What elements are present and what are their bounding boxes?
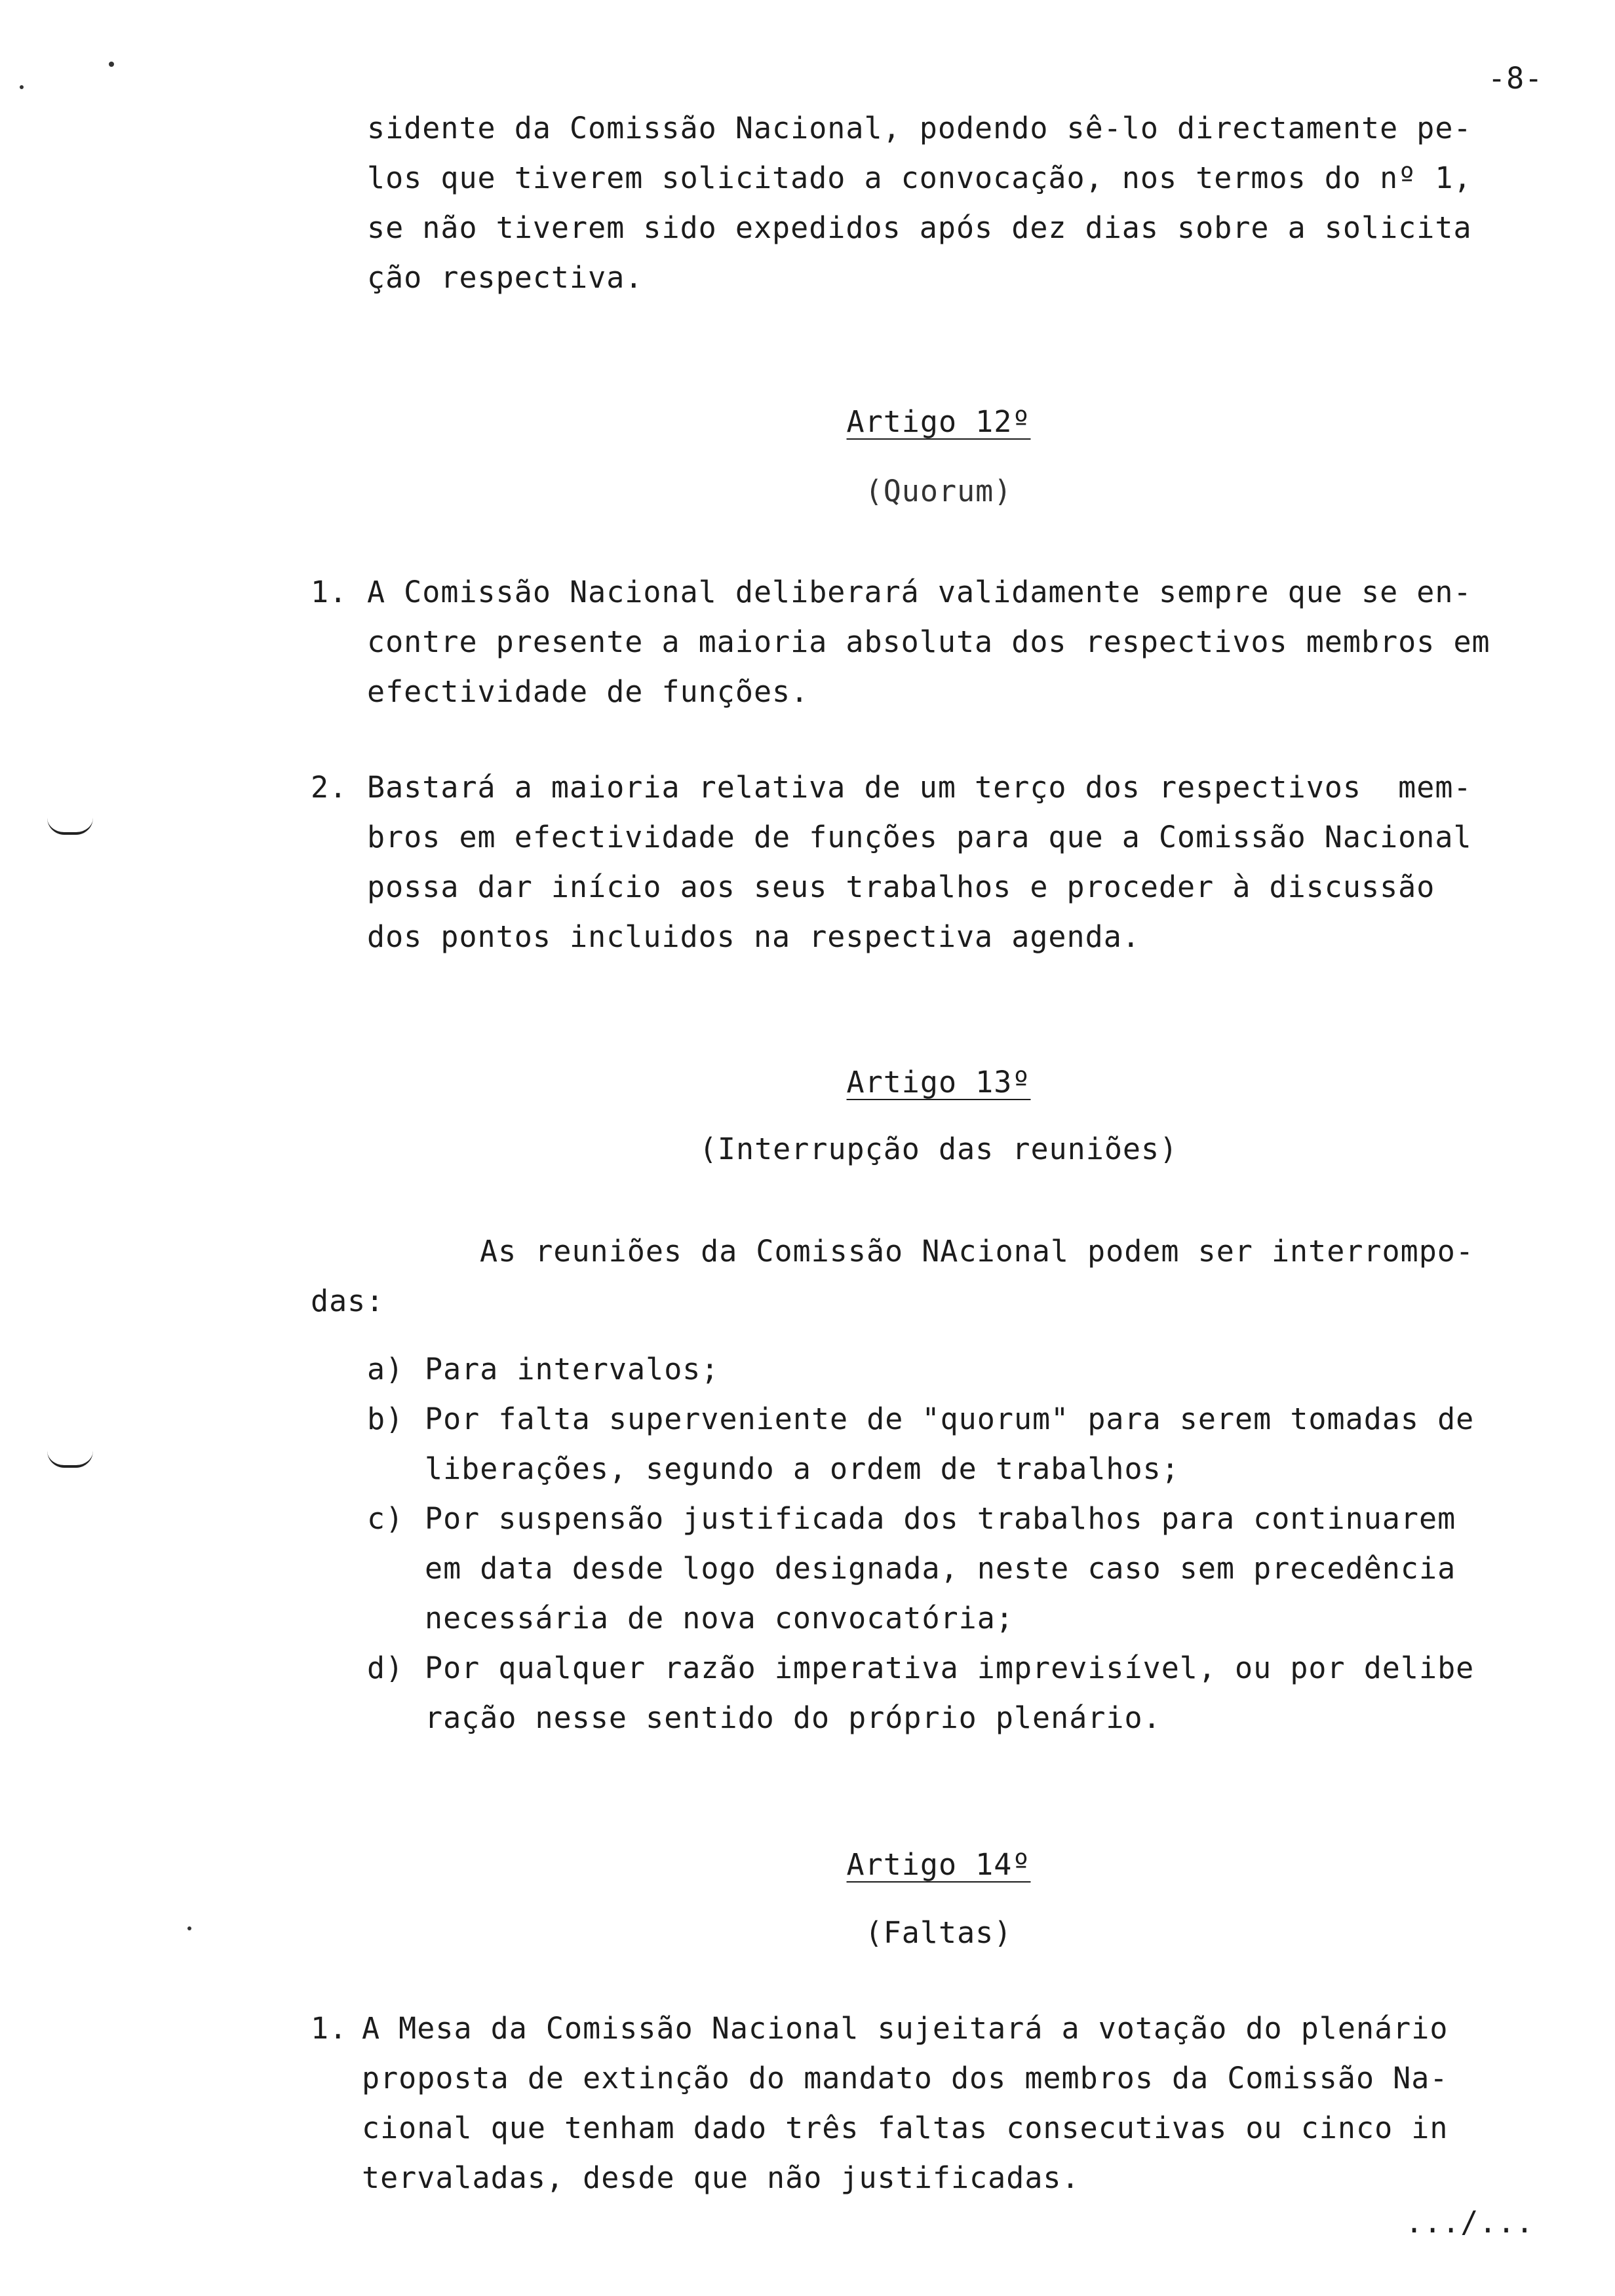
list-letter: d) — [367, 1651, 404, 1685]
hole-punch-mark — [47, 1451, 93, 1468]
list-item-line: ração nesse sentido do próprio plenário. — [425, 1700, 1161, 1735]
continuation-line: sidente da Comissão Nacional, podendo sê-lo directamente pe- — [367, 111, 1472, 145]
paragraph-line: tervaladas, desde que não justificadas. — [362, 2160, 1080, 2195]
paragraph-line: A Comissão Nacional deliberará validamente sempre que se en- — [367, 575, 1472, 609]
paragraph-line: A Mesa da Comissão Nacional sujeitará a votação do plenário — [362, 2011, 1449, 2046]
list-letter: a) — [367, 1352, 404, 1387]
article-14-subtitle: (Faltas) — [865, 1915, 1013, 1950]
list-item-line: Para intervalos; — [425, 1352, 720, 1387]
continuation-line: los que tiverem solicitado a convocação, nos termos do nº 1, — [367, 161, 1472, 195]
page-number: -8- — [1488, 61, 1544, 96]
paragraph-line: dos pontos incluidos na respectiva agenda. — [367, 919, 1140, 954]
item-number: 1. — [311, 2011, 348, 2046]
list-item-line: Por suspensão justificada dos trabalhos para continuarem — [425, 1501, 1456, 1536]
list-letter: b) — [367, 1402, 404, 1436]
margin-dot — [20, 85, 24, 89]
list-item-line: Por qualquer razão imperativa imprevisível, ou por delibe — [425, 1651, 1475, 1685]
article-12-subtitle: (Quorum) — [865, 474, 1013, 508]
margin-dot — [109, 62, 114, 67]
paragraph-line: das: — [311, 1284, 385, 1318]
hole-punch-mark — [47, 818, 93, 835]
paragraph-line: efectividade de funções. — [367, 674, 809, 709]
list-item-line: em data desde logo designada, neste caso sem precedência — [425, 1551, 1456, 1586]
continuation-line: ção respectiva. — [367, 260, 644, 295]
item-number: 2. — [311, 770, 348, 805]
continuation-line: se não tiverem sido expedidos após dez dias sobre a solicita — [367, 210, 1472, 245]
item-number: 1. — [311, 575, 348, 609]
list-item-line: necessária de nova convocatória; — [425, 1601, 1014, 1636]
list-item-line: Por falta superveniente de "quorum" para serem tomadas de — [425, 1402, 1475, 1436]
article-14-heading: Artigo 14º — [846, 1847, 1031, 1882]
paragraph-line: bros em efectividade de funções para que a Comissão Nacional — [367, 820, 1472, 854]
paragraph-line: proposta de extinção do mandato dos membros da Comissão Na- — [362, 2061, 1449, 2095]
paragraph-line: Bastará a maioria relativa de um terço dos respectivos mem- — [367, 770, 1472, 805]
paragraph-line: cional que tenham dado três faltas consecutivas ou cinco in — [362, 2111, 1449, 2145]
article-13-heading: Artigo 13º — [846, 1065, 1031, 1100]
paragraph-line: As reuniões da Comissão NAcional podem ser interrompo- — [480, 1234, 1474, 1269]
list-item-line: liberações, segundo a ordem de trabalhos; — [425, 1451, 1180, 1486]
article-13-subtitle: (Interrupção das reuniões) — [699, 1132, 1178, 1166]
paragraph-line: possa dar início aos seus trabalhos e proceder à discussão — [367, 870, 1435, 904]
continuation-marker: .../... — [1405, 2205, 1534, 2240]
list-letter: c) — [367, 1501, 404, 1536]
paragraph-line: contre presente a maioria absoluta dos respectivos membros em — [367, 624, 1490, 659]
article-12-heading: Artigo 12º — [846, 404, 1031, 439]
